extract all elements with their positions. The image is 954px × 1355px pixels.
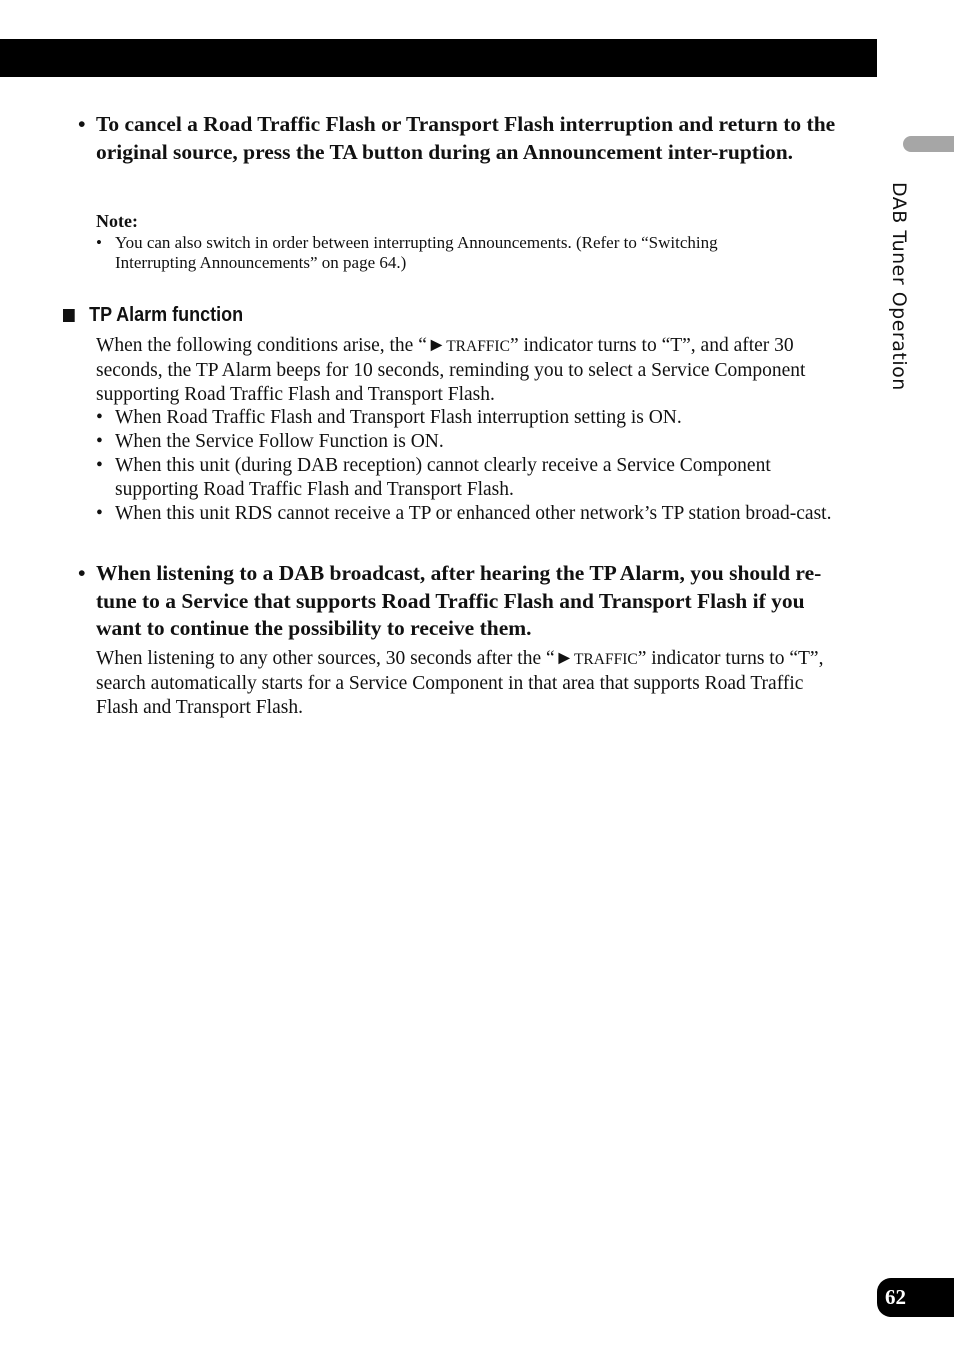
traffic-indicator-label: TRAFFIC [446,338,510,355]
header-bar [0,39,877,77]
play-arrow-icon: ► [426,335,447,356]
condition-text: When Road Traffic Flash and Transport Flash interruption setting is ON. [115,407,682,428]
bullet-dot: • [96,233,102,252]
section-side-label [888,182,954,422]
traffic-indicator-label: TRAFFIC [573,651,638,668]
other-sources-paragraph [96,647,841,720]
paragraph-text: When the following conditions arise, the “ [96,335,427,356]
bullet-dot: • [78,112,86,136]
tp-alarm-heading-text: TP Alarm function [89,304,244,326]
paragraph-text: When listening to any other sources, 30 seconds after the “ [96,648,555,669]
note-label: Note: [96,211,138,231]
play-arrow-icon: ► [554,648,574,669]
paragraph-text: ” indicator turns to “T”, and after 30 seconds, the TP Alarm beeps for 10 seconds, reminding you to select a Service Component supporting Road Traffic Flash and Transport Flash. [96,335,806,405]
bullet-dot: • [96,407,103,428]
tp-alarm-paragraph [96,334,856,407]
section-tab-marker [903,136,954,152]
note-item-text: You can also switch in order between interrupting Announcements. (Refer to “Switching Interrupting Announcements” on page 64.) [115,233,718,272]
condition-item [96,454,841,502]
retune-instruction-text: When listening to a DAB broadcast, after hearing the TP Alarm, you should re-tune to a Service that supports Road Traffic Flash and Transport Flash if you want to continue the possibility to receive them. [96,561,822,640]
bullet-dot: • [96,431,103,452]
condition-text: When this unit RDS cannot receive a TP or enhanced other network’s TP station broad-cast. [115,503,832,524]
page-number: 62 [877,1278,954,1317]
bullet-dot: • [96,503,103,524]
retune-instruction-bullet [78,560,848,643]
bullet-dot: • [78,561,86,585]
section-side-label-text: DAB Tuner Operation [888,182,910,391]
tp-alarm-heading [63,302,243,328]
condition-item [96,502,841,526]
cancel-instruction-bullet [78,111,848,166]
condition-item [96,430,841,454]
condition-item [96,406,841,430]
note-item [96,233,796,273]
condition-text: When the Service Follow Function is ON. [115,431,444,452]
square-bullet-icon [63,309,75,322]
paragraph-text: ” indicator turns to “T”, search automatically starts for a Service Component in that area that supports Road Traffic Flash and Transport Flash. [96,648,824,718]
bullet-dot: • [96,455,103,476]
cancel-instruction-text: To cancel a Road Traffic Flash or Transport Flash interruption and return to the original source, press the TA button during an Announcement inter-ruption. [96,112,836,164]
condition-text: When this unit (during DAB reception) cannot clearly receive a Service Component supporting Road Traffic Flash and Transport Flash. [115,455,771,500]
